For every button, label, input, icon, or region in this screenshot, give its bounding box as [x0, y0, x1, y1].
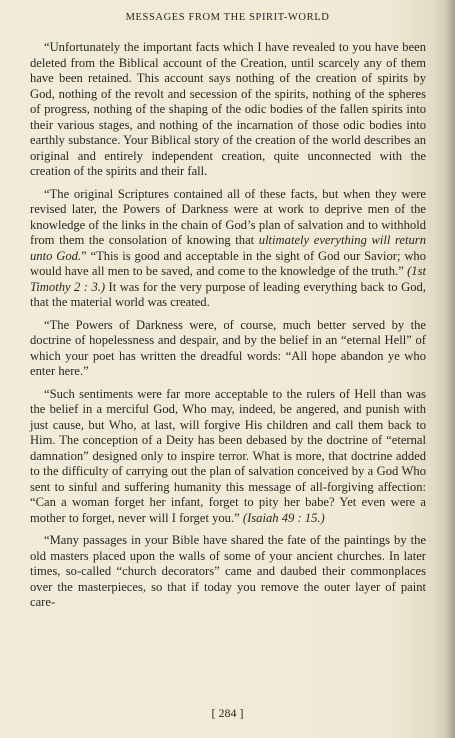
paragraph: [30, 387, 426, 527]
text-run: “The Powers of Darkness were, of course, much better served by the doctrine of hopelessness and despair, and by the belief in an “eternal Hell” of which your poet has written the dreadful words: “All hope abandon ye who enter here.”: [30, 317, 426, 378]
paragraph: [30, 187, 426, 311]
scripture-reference: (1st Timothy 2 : 3.): [30, 264, 426, 294]
text-run: “The original Scriptures contained all of these facts, but when they were revised later, the Powers of Darkness were at work to deprive men of the knowledge of the links in the chain of God’s plan of salvation and to withhold from them the consolation of knowing that: [30, 186, 426, 247]
text-run: It was for the very purpose of leading everything back to God, that the material world was created.: [30, 279, 426, 309]
text-run: “Many passages in your Bible have shared the fate of the paintings by the old masters placed upon the walls of some of your ancient churches. In later times, so-called “church decorators” came and daubed their commonplaces over the masterpieces, so that if today you remove the outer layer of paint care-: [30, 533, 426, 609]
running-header: MESSAGES FROM THE SPIRIT-WORLD: [125, 12, 330, 23]
italic-quote: ultimately everything will return unto God.: [30, 233, 426, 263]
page-edge-shadow: [445, 0, 455, 738]
paragraph: [30, 533, 426, 611]
scripture-reference: (Isaiah 49 : 15.): [242, 510, 325, 525]
page-number: [ 284 ]: [211, 706, 244, 720]
text-run: “Unfortunately the important facts which I have revealed to you have been deleted from the Biblical account of the Creation, until scarcely any of them have been retained. This account says nothing of the creation of spirits by God, nothing of the revolt and secession of the spirits, nothing of the spheres of progress, nothing of the shaping of the odic bodies of the fallen spirits into their various stages, and nothing of the incarnation of those odic bodies into earthly substance. Your Biblical story of the creation of the world describes an original and entirely independent creation, quite unconnected with the creation of the spirits and their fall.: [30, 40, 426, 178]
paragraph: [30, 318, 426, 380]
body-text: [30, 40, 426, 618]
text-run: ” “This is good and acceptable in the sight of God our Savior; who would have all men to be saved, and come to the knowledge of the truth.”: [30, 248, 427, 278]
paragraph: [30, 40, 426, 180]
text-run: “Such sentiments were far more acceptable to the rulers of Hell than was the belief in a merciful God, Who may, indeed, be angered, and punish with just cause, but Who, at last, will forgive His children and call them back to Him. The conception of a Deity has been debased by the doctrine of “eternal damnation” designed only to inspire terror. What is more, that doctrine added to the difficulty of carrying out the plan of salvation conceived by a God Who sent to sinful and suffering humanity this message of all-forgiving affection: “Can a woman forget her infant, forget to pity her babe? Yet even were a mother to forget, never will I forget you.”: [30, 386, 426, 525]
